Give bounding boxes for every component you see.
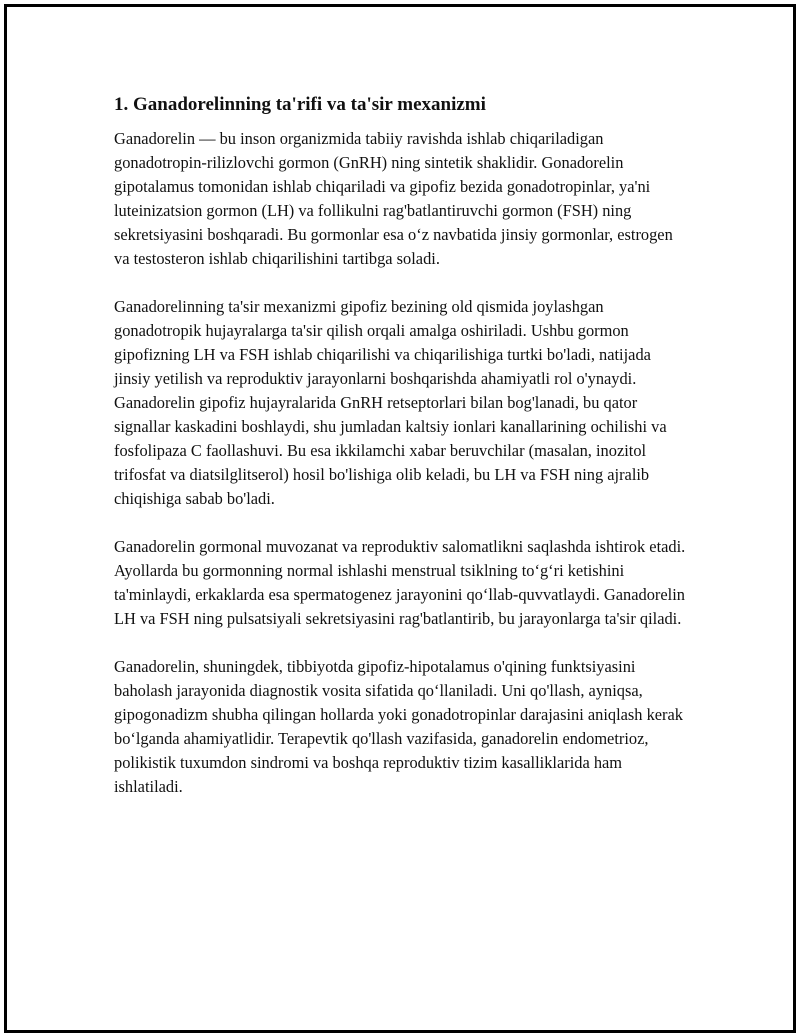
paragraph-clinical-use: Ganadorelin, shuningdek, tibbiyotda gipofiz-hipotalamus o'qining funktsiyasini baholash jarayonida diagnostik vosita sifatida qo‘llaniladi. Uni qo'llash, ayniqsa, gipogonadizm shubha qilingan hollarda yoki gonadotropinlar darajasini aniqlash kerak bo‘lganda ahamiyatlidir. Terapevtik qo'llash vazifasida, ganadorelin endometrioz, polikistik tuxumdon sindromi va boshqa reproduktiv tizim kasalliklarida ham ishlatiladi. xyxy=(114,657,683,796)
paragraph-hormonal-balance: Ganadorelin gormonal muvozanat va reproduktiv salomatlikni saqlashda ishtirok etadi. Ayollarda bu gormonning normal ishlashi menstrual tsiklning to‘g‘ri ketishini ta'minlaydi, erkaklarda esa spermatogenez jarayonini qo‘llab-quvvatlaydi. Ganadorelin LH va FSH ning pulsatsiyali sekretsiyasini rag'batlantirib, bu jarayonlarga ta'sir qiladi. xyxy=(114,537,686,628)
document-body xyxy=(114,93,689,823)
paragraph-definition: Ganadorelin — bu inson organizmida tabiiy ravishda ishlab chiqariladigan gonadotropin-rilizlovchi gormon (GnRH) ning sintetik shaklidir. Gonadorelin gipotalamus tomonidan ishlab chiqariladi va gipofiz bezida gonadotropinlar, ya'ni luteinizatsion gormon (LH) va follikulni rag'batlantiruvchi gormon (FSH) ning sekretsiyasini boshqaradi. Bu gormonlar esa o‘z navbatida jinsiy gormonlar, estrogen va testosteron ishlab chiqarilishini tartibga soladi. xyxy=(114,129,673,268)
paragraph-mechanism: Ganadorelinning ta'sir mexanizmi gipofiz bezining old qismida joylashgan gonadotropik hujayralarga ta'sir qilish orqali amalga oshiriladi. Ushbu gormon gipofizning LH va FSH ishlab chiqarilishi va chiqarilishiga turtki bo'ladi, natijada jinsiy yetilish va reproduktiv jarayonlarni boshqarishda ahamiyatli rol o'ynaydi. Ganadorelin gipofiz hujayralarida GnRH retseptorlari bilan bog'lanadi, bu qator signallar kaskadini boshlaydi, shu jumladan kaltsiy ionlari kanallarining ochilishi va fosfolipaza C faollashuvi. Bu esa ikkilamchi xabar beruvchilar (masalan, inozitol trifosfat va diatsilglitserol) hosil bo'lishiga olib keladi, bu LH va FSH ning ajralib chiqishiga sabab bo'ladi. xyxy=(114,297,667,508)
section-heading: 1. Ganadorelinning ta'rifi va ta'sir mexanizmi xyxy=(114,94,486,115)
